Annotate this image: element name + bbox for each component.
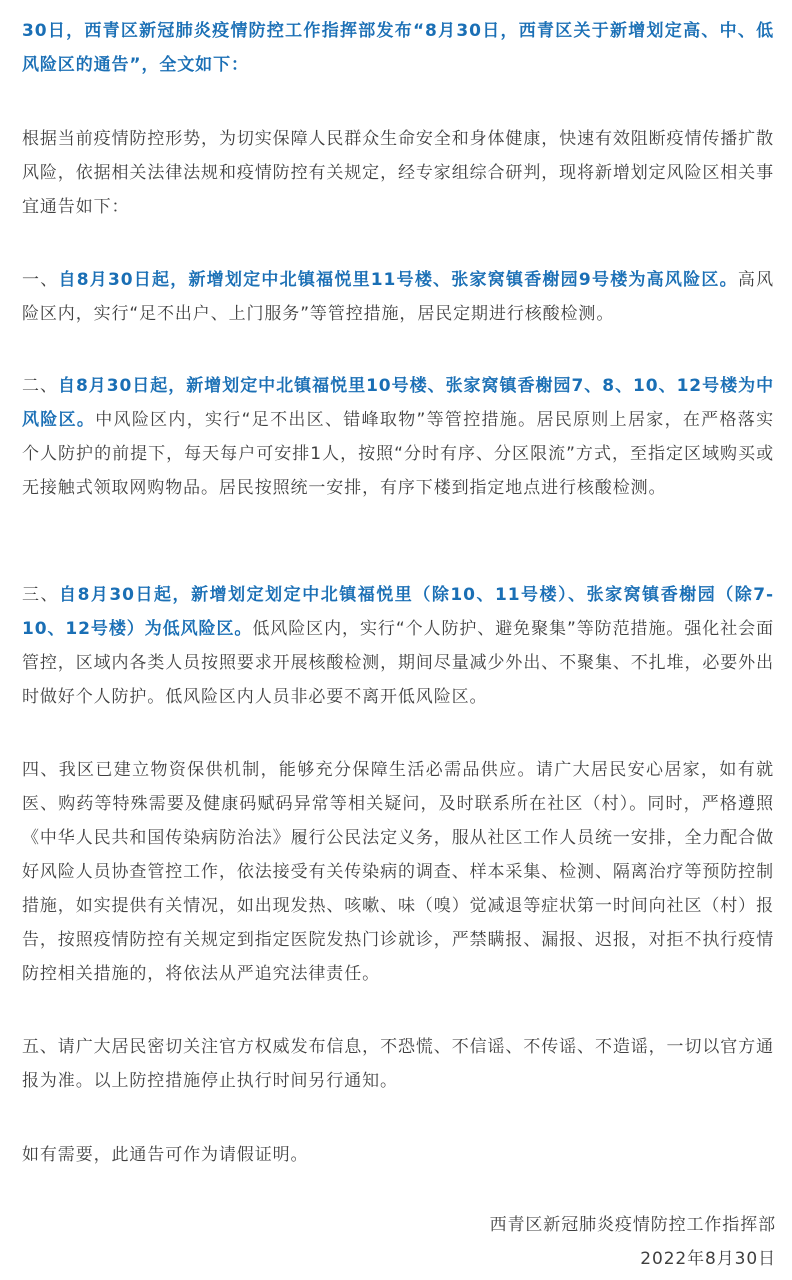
signature-organization: 西青区新冠肺炎疫情防控工作指挥部 [489, 1215, 776, 1235]
item-3-text: 低风险区内，实行“个人防护、避免聚集”等防范措施。强化社会面管控，区域内各类人员按照要求开展核酸检测，期间尽量减少外出、不聚集、不扎堆，必要外出时做好个人防护。低风险区内人员非必要不离开低风险区。 [22, 619, 774, 707]
item-5-paragraph: 五、请广大居民密切关注官方权威发布信息，不恐慌、不信谣、不传谣、不造谣，一切以官方通报为准。以上防控措施停止执行时间另行通知。 [22, 1037, 774, 1091]
preamble-paragraph: 根据当前疫情防控形势，为切实保障人民群众生命安全和身体健康，快速有效阻断疫情传播扩散风险，依据相关法律法规和疫情防控有关规定，经专家组综合研判，现将新增划定风险区相关事宜通告如下： [22, 129, 774, 217]
signature-date: 2022年8月30日 [640, 1249, 776, 1269]
item-2-highlight: 自8月30日起，新增划定中北镇福悦里10号楼、张家窝镇香榭园7、8、10、12号楼为中风险区。 [22, 376, 774, 430]
item-2-number: 二、 [22, 376, 58, 396]
item-1-number: 一、 [22, 270, 59, 290]
item-1-paragraph [22, 263, 774, 331]
item-1-text: 高风险区内，实行“足不出户、上门服务”等管控措施，居民定期进行核酸检测。 [22, 270, 774, 324]
item-2-text: 中风险区内，实行“足不出区、错峰取物”等管控措施。居民原则上居家，在严格落实个人防护的前提下，每天每户可安排1人，按照“分时有序、分区限流”方式，至指定区域购买或无接触式领取网购物品。居民按照统一安排，有序下楼到指定地点进行核酸检测。 [22, 410, 774, 498]
item-3-number: 三、 [22, 585, 60, 605]
item-2-paragraph [22, 369, 774, 505]
item-1-highlight: 自8月30日起，新增划定中北镇福悦里11号楼、张家窝镇香榭园9号楼为高风险区。 [58, 270, 738, 290]
item-3-paragraph [22, 578, 774, 714]
item-4-paragraph: 四、我区已建立物资保供机制，能够充分保障生活必需品供应。请广大居民安心居家，如有就医、购药等特殊需要及健康码赋码异常等相关疑问，及时联系所在社区（村）。同时，严格遵照《中华人民共和国传染病防治法》履行公民法定义务，服从社区工作人员统一安排，全力配合做好风险人员协查管控工作，依法接受有关传染病的调查、样本采集、检测、隔离治疗等预防控制措施，如实提供有关情况，如出现发热、咳嗽、味（嗅）觉减退等症状第一时间向社区（村）报告，按照疫情防控有关规定到指定医院发热门诊就诊，严禁瞒报、漏报、迟报，对拒不执行疫情防控相关措施的，将依法从严追究法律责任。 [22, 760, 774, 984]
note-paragraph: 如有需要，此通告可作为请假证明。 [22, 1145, 309, 1165]
intro-heading: 30日，西青区新冠肺炎疫情防控工作指挥部发布“8月30日，西青区关于新增划定高、中、低风险区的通告”，全文如下： [22, 21, 774, 75]
item-3-highlight: 自8月30日起，新增划定划定中北镇福悦里（除10、11号楼）、张家窝镇香榭园（除7-10、12号楼）为低风险区。 [22, 585, 774, 639]
